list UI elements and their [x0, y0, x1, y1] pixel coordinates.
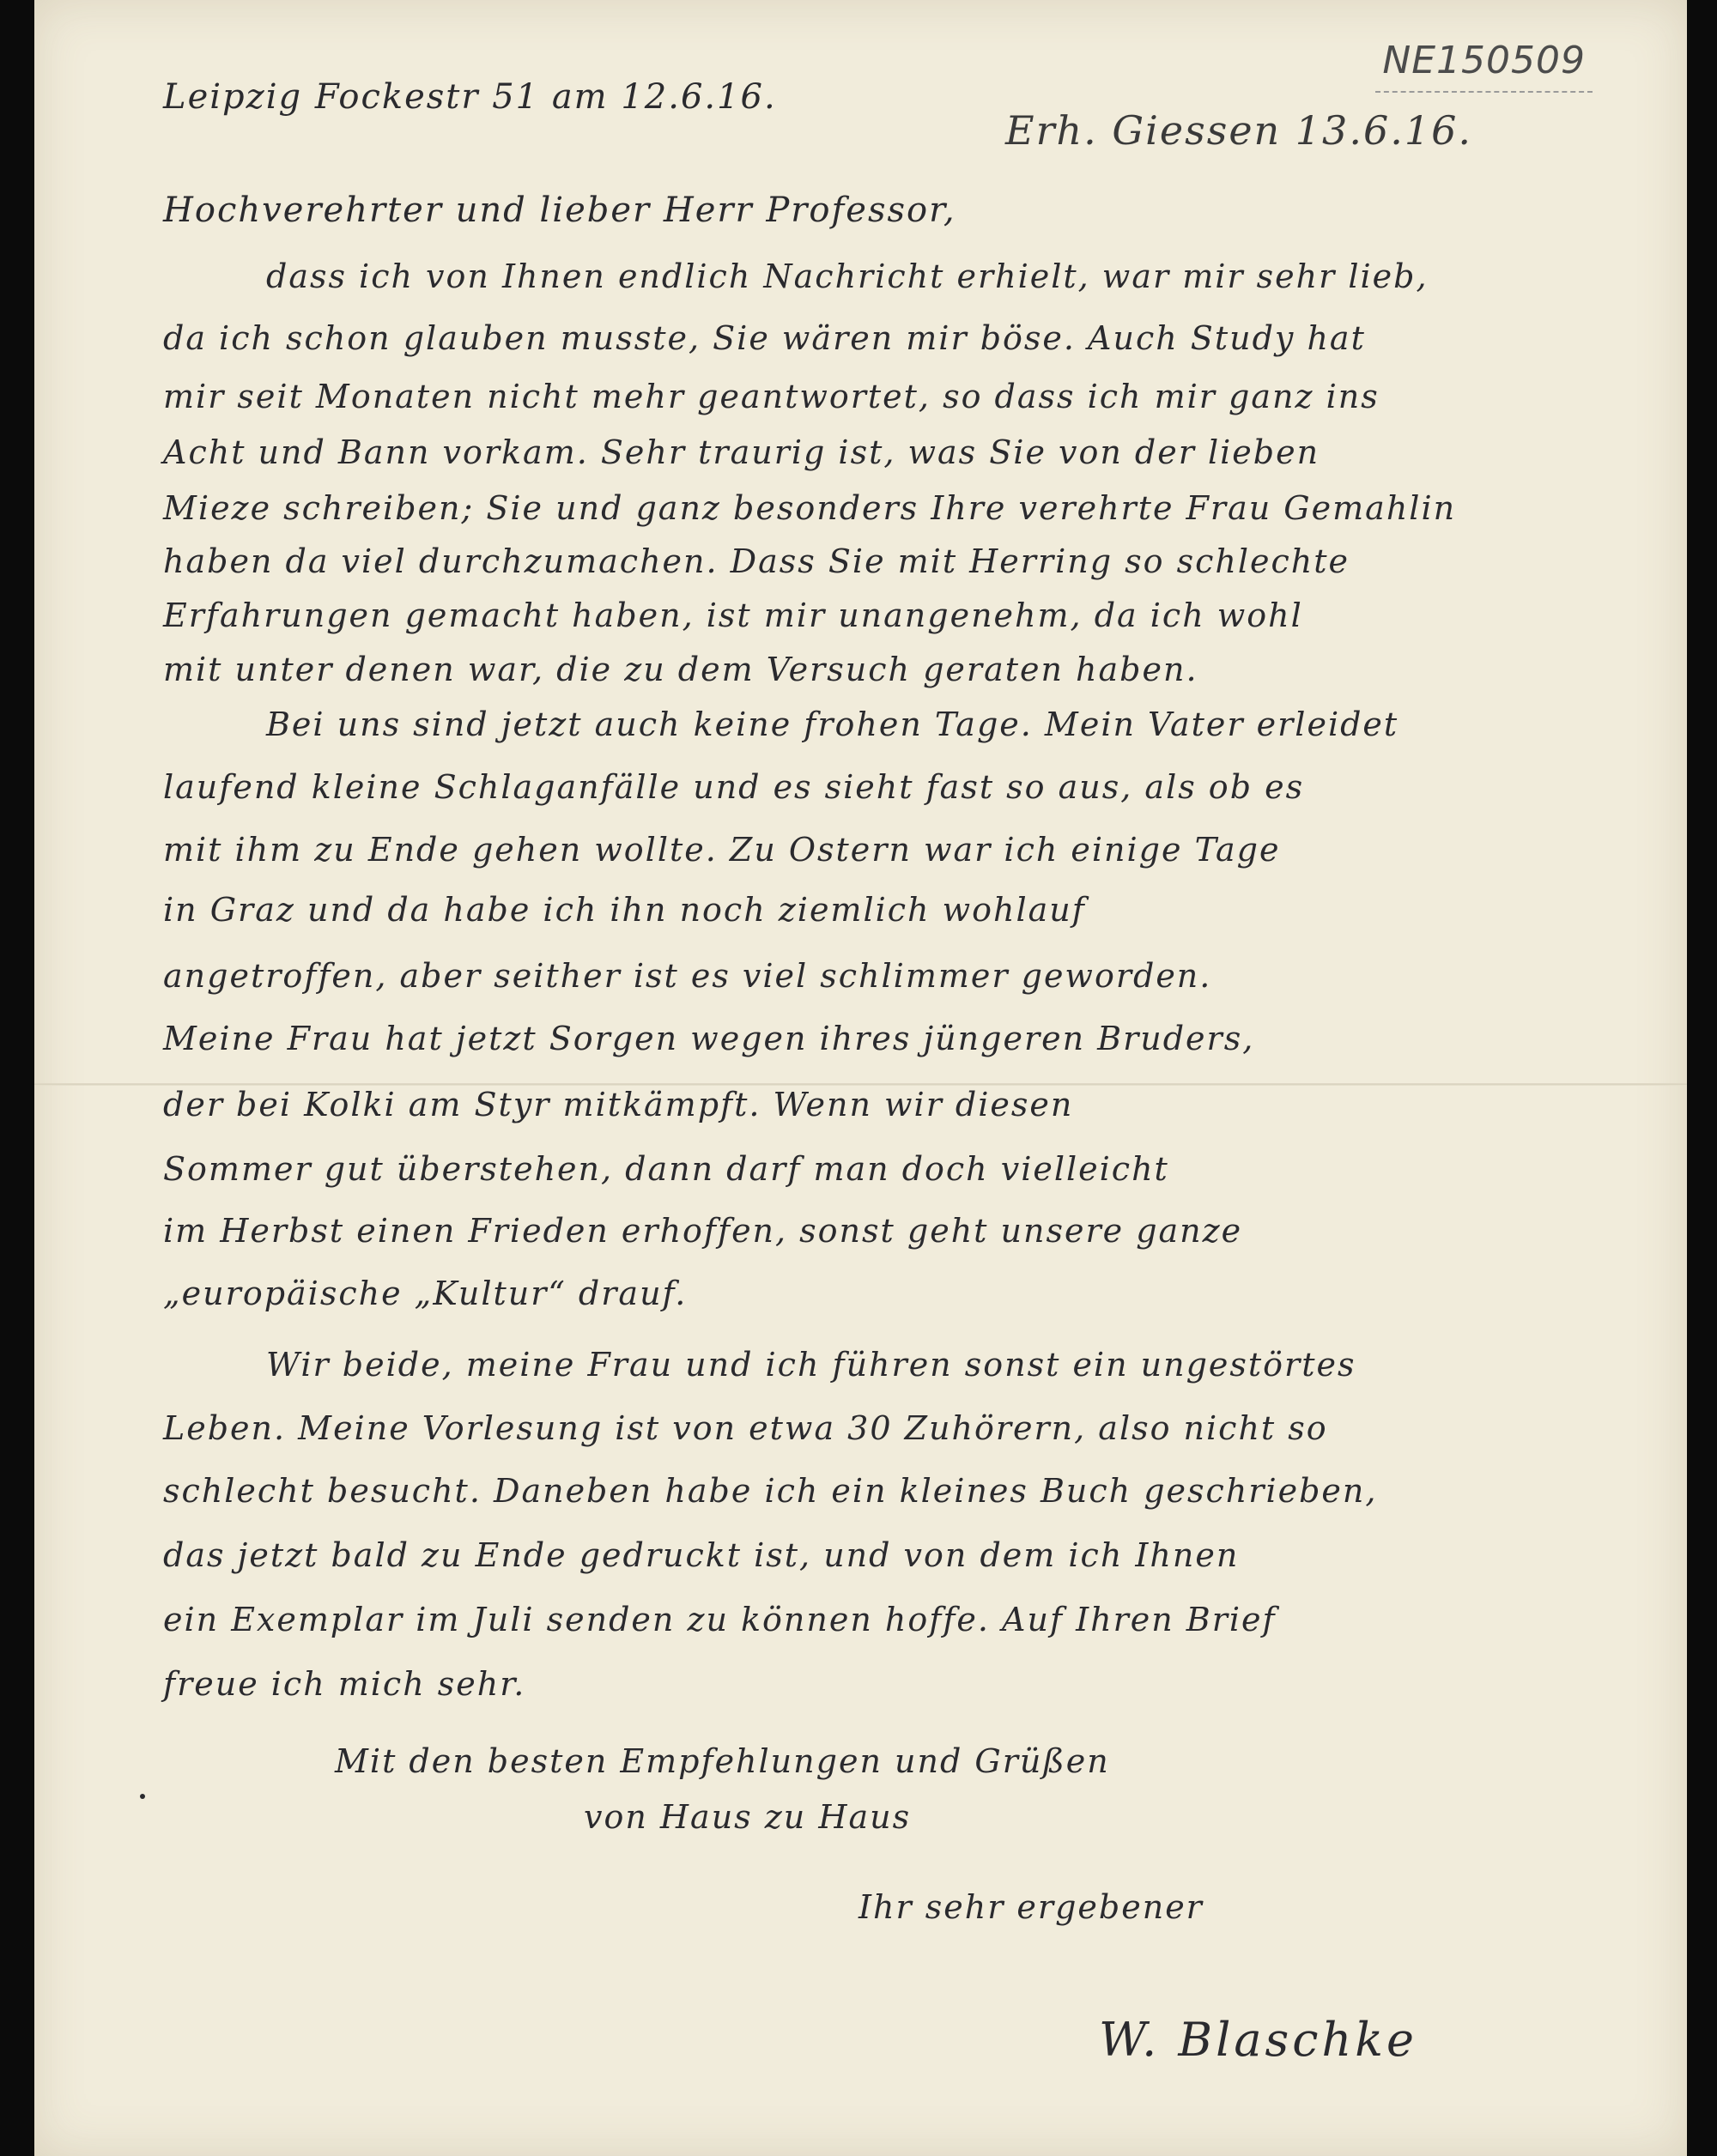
body-line: Mieze schreiben; Sie und ganz besonders Ihre verehrte Frau Gemahlin — [163, 489, 1457, 527]
body-line: Erfahrungen gemacht haben, ist mir unangenehm, da ich wohl — [163, 597, 1303, 634]
body-line: da ich schon glauben musste, Sie wären mir böse. Auch Study hat — [163, 319, 1366, 357]
letter-place-date: Leipzig Fockestr 51 am 12.6.16. — [163, 77, 777, 117]
body-line: dass ich von Ihnen endlich Nachricht erhielt, war mir sehr lieb, — [266, 257, 1429, 295]
body-line: haben da viel durchzumachen. Dass Sie mit Herring so schlechte — [163, 542, 1350, 580]
body-line: freue ich mich sehr. — [163, 1665, 526, 1703]
body-line: Bei uns sind jetzt auch keine frohen Tage. Mein Vater erleidet — [266, 706, 1399, 743]
letter-page — [34, 0, 1687, 2156]
signature: W. Blaschke — [1099, 2013, 1417, 2067]
body-line: im Herbst einen Frieden erhoffen, sonst geht unsere ganze — [163, 1212, 1243, 1250]
body-line: laufend kleine Schlaganfälle und es sieht fast so aus, als ob es — [163, 768, 1305, 806]
body-line: ein Exemplar im Juli senden zu können hoffe. Auf Ihren Brief — [163, 1601, 1277, 1638]
body-line: mir seit Monaten nicht mehr geantwortet, so dass ich mir ganz ins — [163, 378, 1380, 415]
body-line: Meine Frau hat jetzt Sorgen wegen ihres jüngeren Bruders, — [163, 1020, 1255, 1057]
body-line: Sommer gut überstehen, dann darf man doch vielleicht — [163, 1150, 1169, 1188]
letter-salutation: Hochverehrter und lieber Herr Professor, — [163, 191, 956, 230]
body-line: das jetzt bald zu Ende gedruckt ist, und von dem ich Ihnen — [163, 1536, 1240, 1574]
body-line: in Graz und da habe ich ihn noch ziemlich wohlauf — [163, 891, 1086, 929]
closing-regards: Mit den besten Empfehlungen und Grüßen — [335, 1742, 1110, 1780]
body-line: mit ihm zu Ende gehen wollte. Zu Ostern war ich einige Tage — [163, 831, 1281, 869]
body-line: Acht und Bann vorkam. Sehr traurig ist, was Sie von der lieben — [163, 433, 1320, 471]
body-line: schlecht besucht. Daneben habe ich ein kleines Buch geschrieben, — [163, 1472, 1378, 1510]
closing-regards-continued: von Haus zu Haus — [584, 1798, 912, 1836]
body-line: Leben. Meine Vorlesung ist von etwa 30 Zuhörern, also nicht so — [163, 1409, 1328, 1447]
archive-stamp-id: NE150509 — [1375, 39, 1593, 93]
body-line: „europäische „Kultur“ drauf. — [163, 1275, 688, 1312]
ink-dot — [140, 1794, 145, 1799]
received-note: Erh. Giessen 13.6.16. — [1004, 107, 1472, 154]
body-line: Wir beide, meine Frau und ich führen sonst ein ungestörtes — [266, 1346, 1356, 1384]
closing-valediction: Ihr sehr ergebener — [858, 1888, 1204, 1926]
body-line: angetroffen, aber seither ist es viel schlimmer geworden. — [163, 957, 1212, 995]
body-line: der bei Kolki am Styr mitkämpft. Wenn wir diesen — [163, 1086, 1074, 1123]
body-line: mit unter denen war, die zu dem Versuch geraten haben. — [163, 651, 1198, 688]
